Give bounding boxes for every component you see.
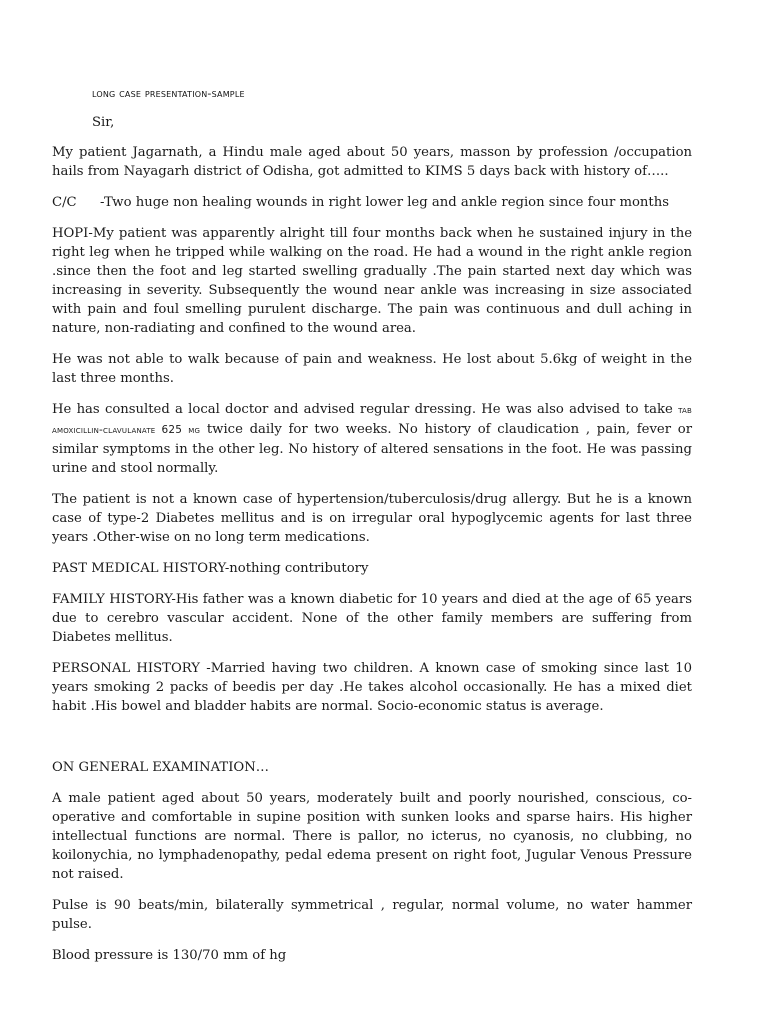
consult-text-pre: He has consulted a local doctor and advised regular dressing. He was also advised to take bbox=[52, 402, 679, 417]
document-page bbox=[52, 84, 692, 977]
document-heading: long case presentation-sample bbox=[92, 87, 245, 100]
consult-text-post: twice daily for two weeks. No history of claudication , pain, fever or similar symptoms in the other leg. No history of altered sensations in the foot. He was passing urine and stool normally. bbox=[52, 422, 692, 476]
chief-complaint-text: -Two huge non healing wounds in right lower leg and ankle region since four months bbox=[100, 195, 669, 210]
known-case-paragraph: The patient is not a known case of hypertension/tuberculosis/drug allergy. But he is a known case of type-2 Diabetes mellitus and is on irregular oral hypoglycemic agents for last three years .Other-wise on no long term medications. bbox=[52, 492, 692, 545]
general-exam-paragraph: A male patient aged about 50 years, moderately built and poorly nourished, conscious, co-operative and comfortable in supine position with sunken looks and sparse hairs. His higher intellectual functions are normal. There is pallor, no icterus, no cyanosis, no clubbing, no koilonychia, no lymphadenopathy, pedal edema present on right foot, Jugular Venous Pressure not raised. bbox=[52, 791, 692, 882]
walk-paragraph: He was not able to walk because of pain and weakness. He lost about 5.6kg of weight in the last three months. bbox=[52, 352, 692, 386]
section-spacer bbox=[52, 728, 692, 758]
personal-history: PERSONAL HISTORY -Married having two children. A known case of smoking since last 10 years smoking 2 packs of beedis per day .He takes alcohol occasionally. He has a mixed diet habit .His bowel and bladder habits are normal. Socio-economic status is average. bbox=[52, 661, 692, 714]
chief-complaint-paragraph bbox=[52, 193, 692, 212]
consult-paragraph bbox=[52, 400, 692, 478]
intro-paragraph: My patient Jagarnath, a Hindu male aged about 50 years, masson by profession /occupation hails from Nayagarh district of Odisha, got admitted to KIMS 5 days back with history of….. bbox=[52, 145, 692, 179]
chief-complaint-label: C/C bbox=[52, 195, 77, 210]
blood-pressure-paragraph: Blood pressure is 130/70 mm of hg bbox=[52, 948, 287, 963]
hopi-paragraph: HOPI-My patient was apparently alright till four months back when he sustained injury in the right leg when he tripped while walking on the road. He had a wound in the right ankle region .since then the foot and leg started swelling gradually .The pain started next day which was increasing in severity. Subsequently the wound near ankle was increasing in size associated with pain and foul smelling purulent discharge. The pain was continuous and dull aching in nature, non-radiating and confined to the wound area. bbox=[52, 226, 692, 336]
past-medical-history: PAST MEDICAL HISTORY-nothing contributory bbox=[52, 561, 369, 576]
family-history: FAMILY HISTORY-His father was a known diabetic for 10 years and died at the age of 65 years due to cerebro vascular accident. None of the other family members are suffering from Diabetes mellitus. bbox=[52, 592, 692, 645]
pulse-paragraph: Pulse is 90 beats/min, bilaterally symmetrical , regular, normal volume, no water hammer pulse. bbox=[52, 898, 692, 932]
salutation: Sir, bbox=[92, 115, 115, 130]
general-exam-heading: ON GENERAL EXAMINATION… bbox=[52, 760, 269, 775]
drug-name: tab amoxicillin-clavulanate 625 mg bbox=[52, 404, 692, 436]
